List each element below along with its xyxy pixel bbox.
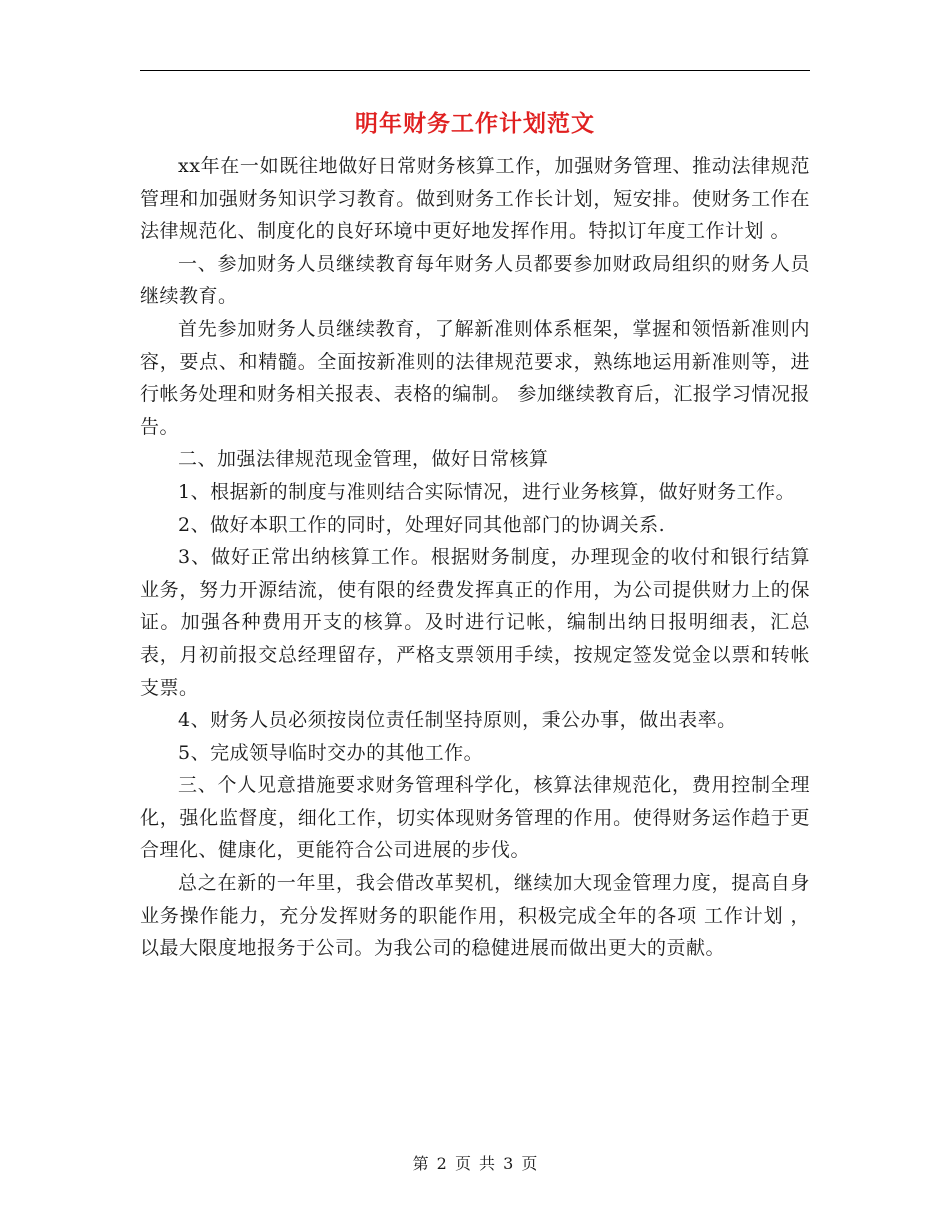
paragraph-section-2-heading: 二、加强法律规范现金管理，做好日常核算 [178, 448, 549, 471]
paragraph-continuing-education: 首先参加财务人员继续教育，了解新准则体系框架，掌握和领悟新准则内容，要点、和精髓。全面按新准则的法律规范要求，熟练地运用新准则等，进行帐务处理和财务相关报表、表格的编制。 参加继续教育后，汇报学习情况报告。 [140, 317, 810, 438]
paragraph-item-5: 5、完成领导临时交办的其他工作。 [178, 741, 484, 764]
paragraph-item-4: 4、财务人员必须按岗位责任制坚持原则，秉公办事，做出表率。 [178, 709, 737, 732]
paragraph-conclusion: 总之在新的一年里，我会借改革契机，继续加大现金管理力度，提高自身业务操作能力，充分发挥财务的职能作用，积极完成全年的各项 工作计划 ，以最大限度地报务于公司。为我公司的稳健进展而做出更大的贡献。 [140, 872, 810, 960]
document-body [140, 150, 810, 965]
paragraph-section-3: 三、个人见意措施要求财务管理科学化，核算法律规范化，费用控制全理化，强化监督度，细化工作，切实体现财务管理的作用。使得财务运作趋于更合理化、健康化，更能符合公司进展的步伐。 [140, 774, 810, 862]
paragraph-intro: xx年在一如既往地做好日常财务核算工作，加强财务管理、推动法律规范管理和加强财务知识学习教育。做到财务工作长计划，短安排。使财务工作在法律规范化、制度化的良好环境中更好地发挥作用。特拟订年度工作计划 。 [140, 155, 810, 243]
document-title: 明年财务工作计划范文 [355, 110, 595, 137]
paragraph-item-2: 2、做好本职工作的同时，处理好同其他部门的协调关系. [178, 513, 666, 536]
paragraph-section-1-heading: 一、参加财务人员继续教育每年财务人员都要参加财政局组织的财务人员继续教育。 [140, 252, 810, 308]
page-number-footer: 第 2 页 共 3 页 [412, 1154, 538, 1173]
header-rule [140, 70, 810, 71]
paragraph-item-3: 3、做好正常出纳核算工作。根据财务制度，办理现金的收付和银行结算业务，努力开源结流，使有限的经费发挥真正的作用，为公司提供财力上的保证。加强各种费用开支的核算。及时进行记帐，编制出纳日报明细表，汇总表，月初前报交总经理留存，严格支票领用手续，按规定签发觉金以票和转帐支票。 [140, 546, 810, 699]
paragraph-item-1: 1、根据新的制度与准则结合实际情况，进行业务核算，做好财务工作。 [178, 480, 796, 503]
